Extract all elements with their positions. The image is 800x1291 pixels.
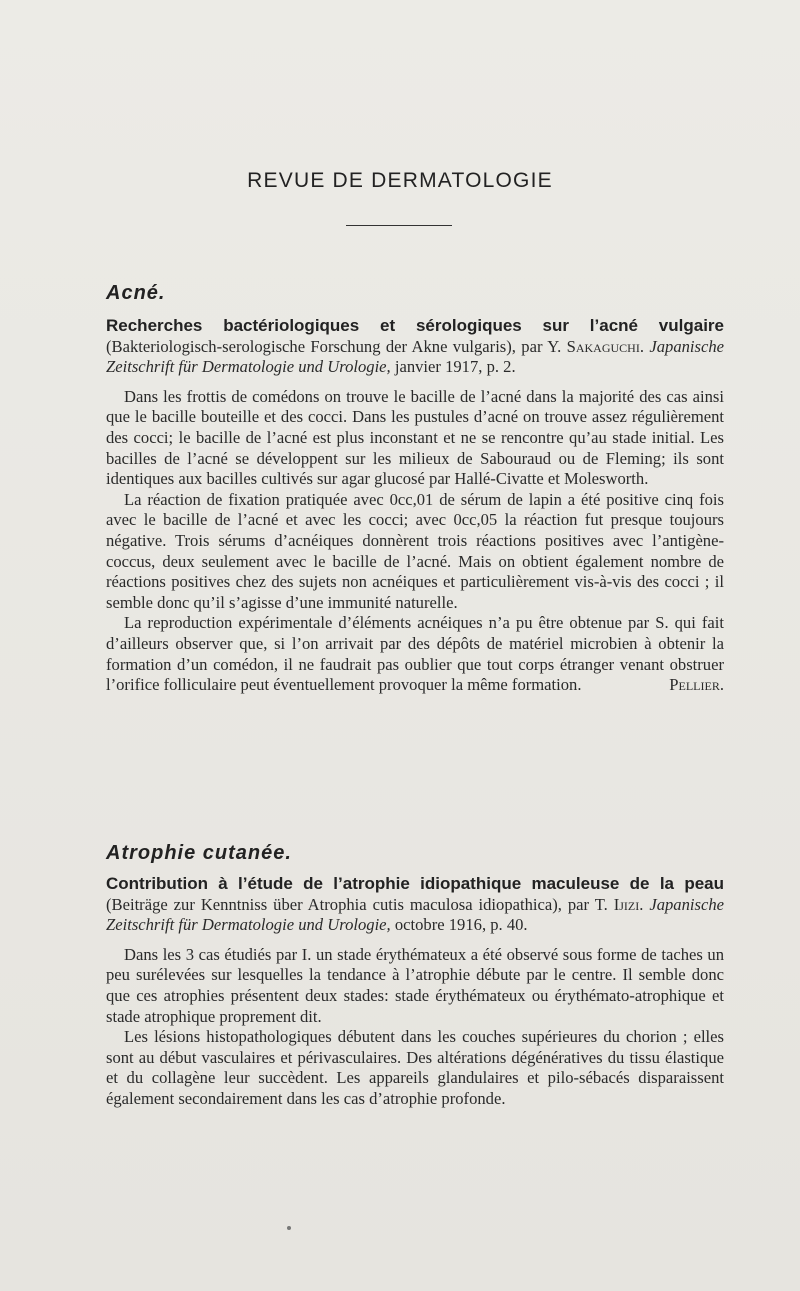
article-title: Contribution à l’étude de l’atrophie idiopathique maculeuse de la peau [106,874,724,893]
article-journal: Japanische Zeitschrift für Dermatologie und Urologie, [106,336,725,377]
paragraph: Dans les frottis de comédons on trouve le bacille de l’acné dans la majorité des cas ainsi que le bacille bouteille et des cocci. Dans les pustules d’acné on trouve assez régulièrement des cocci; le bacille de l’acné est plus inconstant et ne se rencontre qu’au stade initial. Les bacilles de l’acné se développent sur les milieux de Sabouraud ou de Fleming; ils sont identiques aux bacilles cultivés sur agar glucosé par Hallé-Civatte et Molesworth. [106,386,724,489]
article-header [106,874,724,936]
article-atrophie [106,874,724,1110]
article-reference: (Bakteriologisch-serologische Forschung der Akne vulgaris), par Y. [106,336,562,356]
title-divider [346,225,452,226]
paragraph-text: La reproduction expérimentale d’éléments acnéiques n’a pu être obtenue par S. qui fait d’ailleurs observer que, si l’on arrivait par des dépôts de matériel microbien à obtenir la formation d’un comédon, il ne faudrait pas oublier que tout corps étranger venant obstruer l’orifice folliculaire peut éventuellement provoquer la même formation. [106,613,724,695]
paragraph: La réaction de fixation pratiquée avec 0cc,01 de sérum de lapin a été positive cinq fois avec le bacille de l’acné et avec les cocci; avec 0cc,05 la réaction fut presque toujours négative. Trois sérums d’acnéiques donnèrent trois réactions positives avec l’antigène-coccus, deux seulement avec le bacille de l’acné. Mais on obtient également nombre de réactions positives chez des sujets non acnéiques et particulièrement vis-à-vis des cocci ; il semble donc qu’il s’agisse d’une immunité naturelle. [106,489,724,612]
article-author: Ijizi. [613,894,644,914]
article-date: janvier 1917, p. 2. [394,357,516,377]
article-journal: Japanische Zeitschrift für Dermatologie und Urologie, [106,894,724,935]
section-heading: Atrophie cutanée. [106,842,292,864]
article-title: Recherches bactériologiques et sérologiques sur l’acné vulgaire [106,316,724,335]
article-date: octobre 1916, p. 40. [394,915,528,935]
signature: Pellier. [669,675,724,695]
paragraph [106,613,724,695]
section-heading: Acné. [106,282,166,304]
section-atrophie [106,842,724,865]
paragraph: Dans les 3 cas étudiés par I. un stade érythémateux a été observé sous forme de taches un peu surélevées sur lesquelles la tendance à l’atrophie débute par le centre. Il semble donc que ces atrophies présentent deux stades: stade érythémateux ou érythémato-atrophique et stade atrophique proprement dit. [106,944,724,1026]
journal-title: REVUE DE DERMATOLOGIE [247,169,553,192]
article-acne [106,316,724,696]
section-acne [106,282,724,305]
paragraph: Les lésions histopathologiques débutent dans les couches supérieures du chorion ; elles sont au début vasculaires et périvasculaires. Des altérations dégénératives du tissu élastique et du collagène leur succèdent. Les appareils glandulaires et pilo-sébacés disparaissent également secondairement dans les cas d’atrophie profonde. [106,1027,724,1108]
article-author: Sakaguchi. [566,336,644,356]
article-header [106,316,724,378]
article-reference: (Beiträge zur Kenntniss über Atrophia cutis maculosa idiopathica), par T. [106,894,608,914]
ink-speck [287,1226,291,1230]
